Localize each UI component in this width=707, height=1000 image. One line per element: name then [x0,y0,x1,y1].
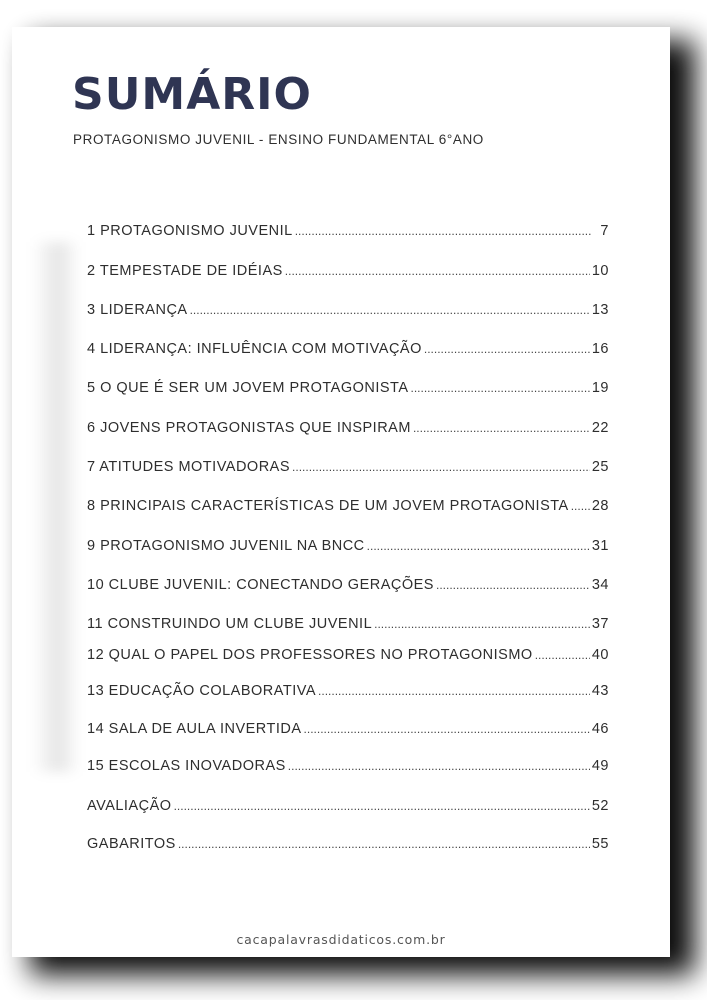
toc-entry-label: 4 LIDERANÇA: INFLUÊNCIA COM MOTIVAÇÃO [87,341,422,357]
page-subtitle: PROTAGONISMO JUVENIL - ENSINO FUNDAMENTAL 6°ANO [73,132,484,147]
toc-entry-label: AVALIAÇÃO [87,798,172,814]
toc-entry-page: 55 [591,836,609,852]
toc-entry-page: 52 [591,798,609,814]
toc-entry-label: 14 SALA DE AULA INVERTIDA [87,721,302,737]
toc-entry-page: 16 [591,341,609,357]
toc-entry-page: 34 [591,577,609,593]
toc-leader-dots [304,722,590,736]
toc-entry[interactable] [87,380,609,396]
toc-entry-page: 31 [591,538,609,554]
toc-leader-dots [374,617,590,631]
footer-website[interactable]: cacapalavrasdidaticos.com.br [236,932,446,947]
toc-entry[interactable] [87,420,609,436]
toc-leader-dots [413,421,590,435]
toc-entry[interactable] [87,616,609,632]
toc-entry[interactable] [87,223,609,239]
toc-leader-dots [295,224,591,238]
toc-entry-page: 40 [591,647,609,663]
toc-leader-dots [367,539,590,553]
toc-entry-page: 10 [591,263,609,279]
document-page [12,27,670,957]
toc-entry-page: 46 [591,721,609,737]
toc-entry[interactable] [87,836,609,852]
toc-entry-page: 19 [591,380,609,396]
toc-entry[interactable] [87,538,609,554]
toc-entry-label: 12 QUAL O PAPEL DOS PROFESSORES NO PROTAGONISMO [87,647,533,663]
toc-entry-page: 13 [591,302,609,318]
toc-entry[interactable] [87,263,609,279]
toc-leader-dots [411,381,590,395]
toc-leader-dots [436,578,590,592]
toc-entry-page: 22 [591,420,609,436]
toc-left-shadow [32,242,80,772]
toc-entry-label: 11 CONSTRUINDO UM CLUBE JUVENIL [87,616,373,632]
toc-leader-dots [285,264,590,278]
toc-entry-page: 28 [591,498,609,514]
toc-entry[interactable] [87,498,609,514]
toc-entry-label: GABARITOS [87,836,176,852]
toc-entry-label: 3 LIDERANÇA [87,302,188,318]
toc-entry-label: 1 PROTAGONISMO JUVENIL [87,223,293,239]
toc-entry-label: 2 TEMPESTADE DE IDÉIAS [87,263,283,279]
toc-entry[interactable] [87,459,609,475]
toc-entry[interactable] [87,577,609,593]
toc-entry[interactable] [87,647,609,663]
toc-leader-dots [288,759,590,773]
toc-entry[interactable] [87,683,609,699]
toc-entry-label: 15 ESCOLAS INOVADORAS [87,758,286,774]
toc-entry-label: 5 O QUE É SER UM JOVEM PROTAGONISTA [87,380,409,396]
toc-entry-page: 7 [600,223,609,239]
toc-leader-dots [318,684,590,698]
toc-entry-page: 37 [591,616,609,632]
toc-leader-dots [190,303,590,317]
toc-entry[interactable] [87,758,609,774]
page-title: SUMÁRIO [72,69,312,120]
toc-entry[interactable] [87,341,609,357]
toc-entry-page: 43 [591,683,609,699]
toc-entry[interactable] [87,798,609,814]
toc-entry-label: 9 PROTAGONISMO JUVENIL NA BNCC [87,538,365,554]
toc-leader-dots [292,460,590,474]
toc-leader-dots [178,837,590,851]
toc-leader-dots [424,342,590,356]
toc-entry-page: 25 [591,459,609,475]
toc-entry-label: 8 PRINCIPAIS CARACTERÍSTICAS DE UM JOVEM PROTAGONISTA [87,498,569,514]
toc-leader-dots [535,648,590,662]
toc-entry[interactable] [87,302,609,318]
toc-leader-dots [571,499,590,513]
toc-entry-page: 49 [591,758,609,774]
toc-entry-label: 10 CLUBE JUVENIL: CONECTANDO GERAÇÕES [87,577,434,593]
toc-entry-label: 7 ATITUDES MOTIVADORAS [87,459,291,475]
toc-entry[interactable] [87,721,609,737]
toc-entry-label: 6 JOVENS PROTAGONISTAS QUE INSPIRAM [87,420,411,436]
toc-entry-label: 13 EDUCAÇÃO COLABORATIVA [87,683,317,699]
toc-leader-dots [174,799,590,813]
